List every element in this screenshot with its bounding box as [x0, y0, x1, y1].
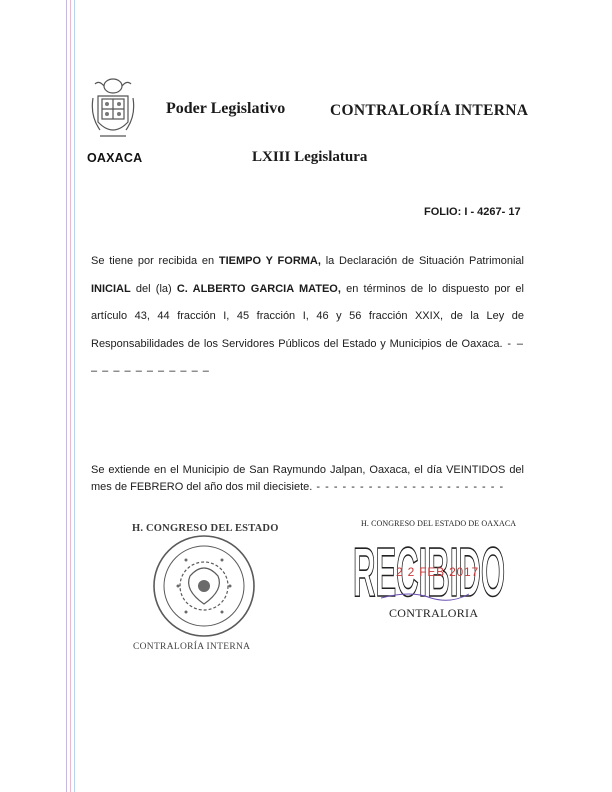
stamp-right-header: H. CONGRESO DEL ESTADO DE OAXACA — [361, 519, 517, 528]
bold-run: INICIAL — [91, 282, 131, 295]
binding-line — [66, 0, 67, 792]
stamp-left-footer: CONTRALORÍA INTERNA — [133, 642, 251, 652]
text-run: del (la) — [130, 282, 177, 295]
fill-dashes: - – – – – – – – – – – – – — [91, 337, 524, 377]
state-coat-of-arms-icon — [90, 76, 136, 148]
binding-line — [70, 0, 71, 792]
office-title: CONTRALORÍA INTERNA — [330, 102, 529, 119]
issuance-paragraph — [91, 462, 524, 496]
received-date: 2 2 FEB 2017 — [396, 565, 479, 579]
congress-seal-icon — [108, 520, 288, 660]
text-run: en términos de lo dispuesto por el artículo 43, 44 fracción I, 45 fracción I, 46 y 56 fracción XXIX, de la Ley de Responsabilidades de los Servidores Públicos del Estado y Municipios de Oaxaca. — [91, 282, 524, 350]
text-run: Se extiende en el Municipio de San Raymundo Jalpan, Oaxaca, el día VEINTIDOS del mes de FEBRERO del año dos mil diecisiete. — [91, 464, 524, 493]
fill-dashes: - - - - - - - - - - - - - - - - - - - - - - — [312, 481, 505, 493]
text-run: la Declaración de Situación Patrimonial — [320, 255, 524, 267]
folio-number: FOLIO: I - 4267- 17 — [424, 206, 521, 218]
stamp-right-footer: CONTRALORIA — [389, 606, 479, 620]
binding-line — [74, 0, 75, 792]
text-run: Se tiene por recibida en — [91, 255, 219, 267]
state-name: OAXACA — [87, 151, 143, 165]
received-stamp-word: RECIBIDO — [353, 533, 505, 606]
legislature-title: LXIII Legislatura — [252, 149, 368, 165]
person-name: C. ALBERTO GARCIA MATEO, — [176, 282, 341, 295]
stamp-left-header: H. CONGRESO DEL ESTADO — [132, 523, 279, 534]
branch-title: Poder Legislativo — [166, 100, 286, 117]
bold-run: TIEMPO Y FORMA, — [218, 255, 321, 267]
declaration-paragraph — [91, 248, 524, 386]
